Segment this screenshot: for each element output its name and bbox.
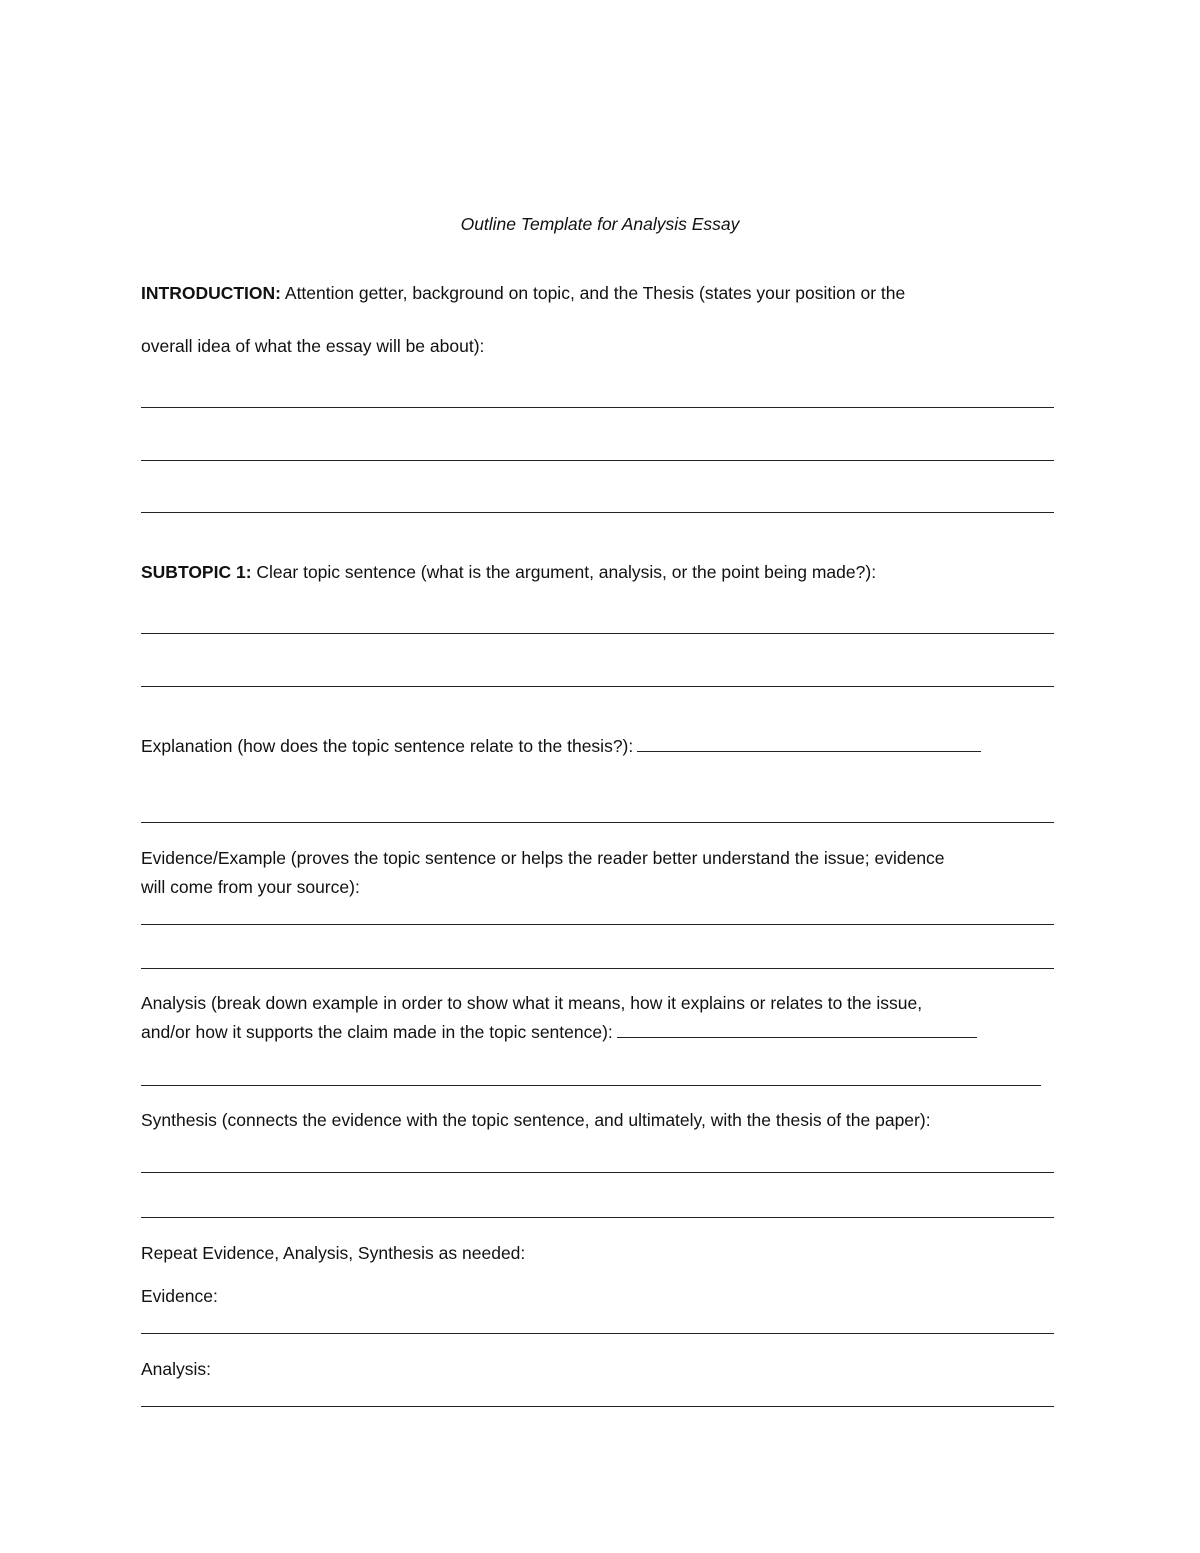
intro-label: INTRODUCTION: xyxy=(141,283,281,303)
explanation-inline-answer-line[interactable] xyxy=(637,751,981,752)
analysis-prompt-line-1: Analysis (break down example in order to show what it means, how it explains or relates to the issue, xyxy=(141,993,923,1013)
analysis-inline-answer-line[interactable] xyxy=(617,1037,977,1038)
analysis-answer-line[interactable] xyxy=(141,1085,1041,1086)
document-title: Outline Template for Analysis Essay xyxy=(460,214,740,234)
evidence-short-label: Evidence: xyxy=(141,1286,218,1306)
repeat-instruction: Repeat Evidence, Analysis, Synthesis as needed: xyxy=(141,1243,526,1263)
analysis-short-label: Analysis: xyxy=(141,1359,212,1379)
subtopic-label: SUBTOPIC 1: xyxy=(141,562,252,582)
synthesis-prompt: Synthesis (connects the evidence with the topic sentence, and ultimately, with the thesis of the paper): xyxy=(141,1110,931,1130)
intro-answer-line-2[interactable] xyxy=(141,460,1054,461)
explanation-prompt xyxy=(141,735,981,757)
intro-text-1: Attention getter, background on topic, and the Thesis (states your position or the xyxy=(284,283,906,303)
explanation-text: Explanation (how does the topic sentence relate to the thesis?): xyxy=(141,736,634,756)
analysis-text-2: and/or how it supports the claim made in the topic sentence): xyxy=(141,1022,613,1042)
intro-prompt-line-1 xyxy=(141,282,905,304)
intro-answer-line-3[interactable] xyxy=(141,512,1054,513)
explanation-answer-line[interactable] xyxy=(141,822,1054,823)
synthesis-answer-line-1[interactable] xyxy=(141,1172,1054,1173)
analysis-prompt-line-2 xyxy=(141,1021,977,1043)
intro-prompt-line-2: overall idea of what the essay will be about): xyxy=(141,336,485,356)
evidence-prompt-line-2: will come from your source): xyxy=(141,877,360,897)
synthesis-answer-line-2[interactable] xyxy=(141,1217,1054,1218)
analysis-short-answer-line[interactable] xyxy=(141,1406,1054,1407)
evidence-prompt-line-1: Evidence/Example (proves the topic sentence or helps the reader better understand the issue; evidence xyxy=(141,848,945,868)
evidence-short-answer-line[interactable] xyxy=(141,1333,1054,1334)
intro-answer-line-1[interactable] xyxy=(141,407,1054,408)
subtopic-prompt xyxy=(141,561,876,583)
subtopic-answer-line-1[interactable] xyxy=(141,633,1054,634)
subtopic-text: Clear topic sentence (what is the argument, analysis, or the point being made?): xyxy=(256,562,877,582)
evidence-answer-line-2[interactable] xyxy=(141,968,1054,969)
subtopic-answer-line-2[interactable] xyxy=(141,686,1054,687)
evidence-answer-line-1[interactable] xyxy=(141,924,1054,925)
